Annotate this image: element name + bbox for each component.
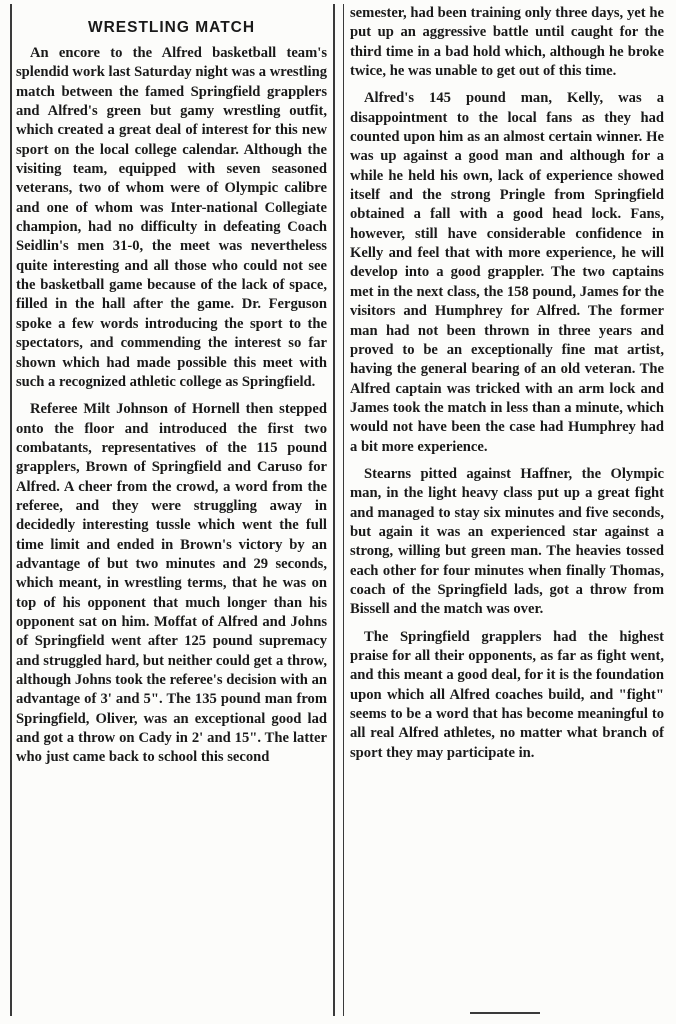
column-rule-left — [10, 4, 12, 1016]
article-headline: WRESTLING MATCH — [87, 19, 256, 36]
column-rule-middle-inner — [343, 4, 344, 1016]
paragraph-referee: Referee Milt Johnson of Hornell then stepped onto the floor and introduced the first two combatants, representatives of the 115 pound grapplers, Brown of Springfield and Caruso for Alfred. A cheer from the crowd, a word from the referee, and they were struggling away in decidedly interesting tussle which went the full time limit and ended in Brown's victory by an advantage of but two minutes and 29 seconds, which meant, in wrestling terms, that he was on top of his opponent that much longer than his opponent sat on him. Moffat of Alfred and Johns of Springfield went after 125 pound supremacy and struggled hard, but neither could get a throw, although Johns took the referee's decision with an advantage of 3' and 5". The 135 pound man from Springfield, Oliver, was an exceptional good lad and got a throw on Cady in 2' and 15". The latter who just came back to school this second — [16, 401, 327, 766]
paragraph-continuation: semester, had been training only three days, yet he put up an aggressive battle until caught for the third time in a bad hold which, although he broke twice, he was unable to get out of this time. — [350, 5, 664, 80]
article-right-column — [350, 4, 664, 771]
article-end-rule — [470, 1012, 540, 1014]
paragraph-stearns: Stearns pitted against Haffner, the Olympic man, in the light heavy class put up a great fight and managed to stay six minutes and five seconds, but again it was an experienced star against a strong, willing but green man. The heavies tossed each other for four minutes when finally Thomas, coach of the Springfield lads, got a throw from Bissell and the match was over. — [350, 465, 664, 618]
column-rule-middle — [333, 4, 335, 1016]
paragraph-intro: An encore to the Alfred basketball team's splendid work last Saturday night was a wrestling match between the famed Springfield grapplers and Alfred's green but gamy wrestling outfit, which created a great deal of interest for this new sport on the local college calendar. Although the visiting team, equipped with seven seasoned veterans, two of whom were of Olympic calibre and one of whom was Inter-national Collegiate champion, had no difficulty in defeating Coach Seidlin's men 31-0, the meet was nevertheless quite interesting and all those who could not see the basketball game because of the lack of space, filled in the hall after the game. Dr. Ferguson spoke a few words introducing the sport to the spectators, and commending the interest so far shown which had made possible this meet with such a recognized athletic college as Springfield. — [16, 45, 327, 390]
paragraph-praise: The Springfield grapplers had the highest praise for all their opponents, as far as fight went, and this meant a good deal, for it is the foundation upon which all Alfred coaches build, and "fight" seems to be a word that has become meaningful to all real Alfred athletes, no matter what branch of sport they may participate in. — [350, 628, 664, 761]
paragraph-kelly: Alfred's 145 pound man, Kelly, was a disappointment to the local fans as they had counted upon him as an almost certain winner. He was up against a good man and although for a while he held his own, lack of experience showed itself and the strong Pringle from Springfield obtained a fall with a good head lock. Fans, however, still have considerable confidence in Kelly and feel that with more experience, he will develop into a good grappler. The two captains met in the next class, the 158 pound, James for the visitors and Humphrey for Alfred. The former man had not been thrown in three years and proved to be an exceptionally fine mat artist, having the general bearing of an old veteran. The Alfred captain was tricked with an arm lock and James took the match in less than a minute, which would not have been the case had Humphrey had a bit more experience. — [350, 90, 664, 455]
article-left-column — [16, 18, 327, 776]
